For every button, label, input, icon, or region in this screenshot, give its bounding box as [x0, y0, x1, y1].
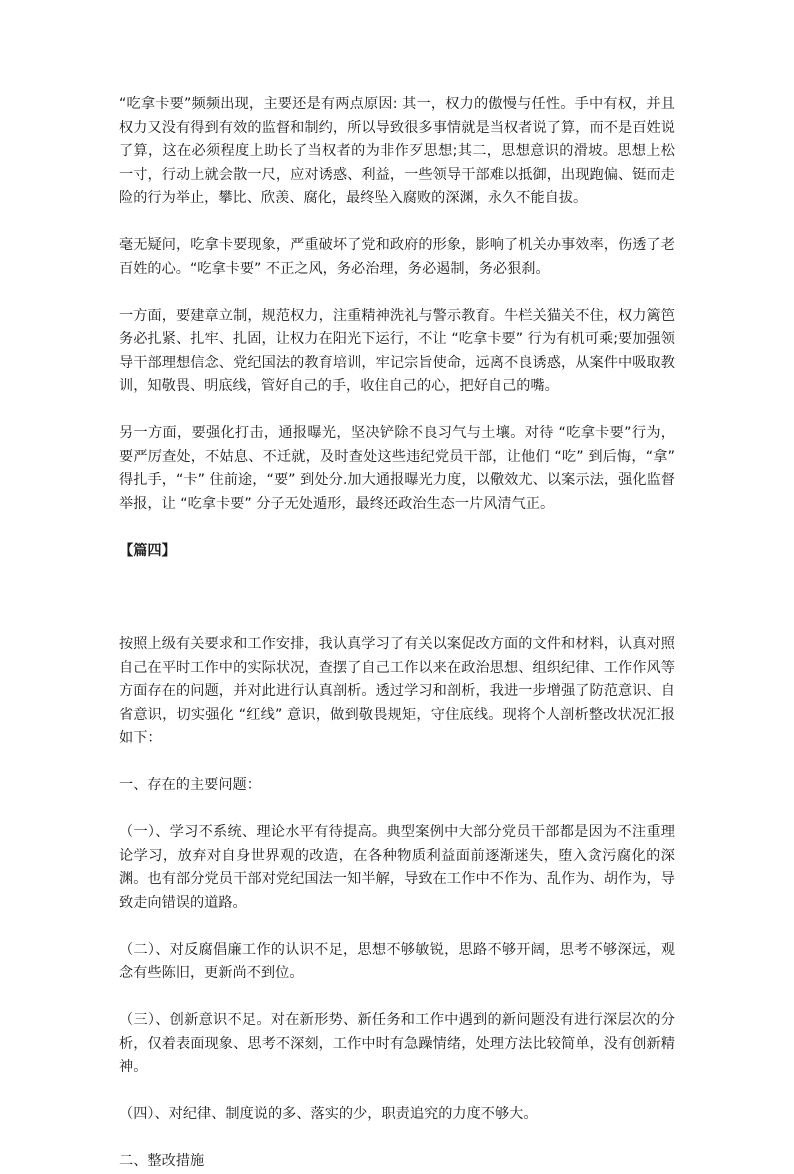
paragraph-reasons: “吃拿卡要”频频出现，主要还是有两点原因: 其一，权力的傲慢与任性。手中有权，并且权力又没有得到有效的监督和制约，所以导致很多事情就是当权者说了算，而不是百姓说了算，这在必须程度上助长了当权者的为非作歹思想;其二，思想意识的滑坡。思想上松一寸，行动上就会散一尺，应对诱惑、利益，一些领导干部难以抵御，出现跑偏、铤而走险的行为举止，攀比、欣羡、腐化，最终坠入腐败的深渊，永久不能自拔。	[119, 96, 675, 206]
paragraph-problem-4: （四）、对纪律、制度说的多、落实的少，职责追究的力度不够大。	[119, 1106, 538, 1122]
paragraph-other-hand: 另一方面，要强化打击，通报曝光，坚决铲除不良习气与土壤。对待 “吃拿卡要”行为，要严厉查处，不姑息、不迁就，及时查处这些违纪党员干部，让他们 “吃” 到后悔，“拿” 得扎手，“卡” 住前途，“要” 到处分.加大通报曝光力度，以儆效尤、以案示法，强化监督举报，让 “吃拿卡要” 分子无处遁形，最终还政治生态一片风清气正。	[119, 425, 675, 512]
document-body	[119, 93, 675, 1174]
paragraph-problem-2: （二）、对反腐倡廉工作的认识不足，思想不够敏锐，思路不够开阔，思考不够深远，观念有些陈旧，更新尚不到位。	[119, 941, 675, 981]
heading-main-problems: 一、存在的主要问题：	[119, 777, 261, 793]
paragraph-problem-1: （一）、学习不系统、理论水平有待提高。典型案例中大部分党员干部都是因为不注重理论学习，放弃对自身世界观的改造，在各种物质利益面前逐渐迷失，堕入贪污腐化的深渊。也有部分党员干部对党纪国法一知半解，导致在工作中不作为、乱作为、胡作为，导致走向错误的道路。	[119, 824, 675, 911]
paragraph-undoubtedly: 毫无疑问，吃拿卡要现象，严重破坏了党和政府的形象，影响了机关办事效率，伤透了老百姓的心。“吃拿卡要” 不正之风，务必治理，务必遏制，务必狠刹。	[119, 237, 675, 277]
section-heading: 【篇四】	[119, 542, 176, 559]
paragraph-problem-3: （三）、创新意识不足。对在新形势、新任务和工作中遇到的新问题没有进行深层次的分析，仅着表面现象、思考不深刻，工作中时有急躁情绪，处理方法比较简单，没有创新精神。	[119, 1012, 675, 1075]
paragraph-one-hand: 一方面，要建章立制，规范权力，注重精神洗礼与警示教育。牛栏关猫关不住，权力篱笆务必扎紧、扎牢、扎固，让权力在阳光下运行，不让 “吃拿卡要” 行为有机可乘;要加强领导干部理想信念、党纪国法的教育培训，牢记宗旨使命，远离不良诱惑，从案件中吸取教训，知敬畏、明底线，管好自己的手，收住自己的心，把好自己的嘴。	[119, 307, 675, 394]
paragraph-intro: 按照上级有关要求和工作安排，我认真学习了有关以案促改方面的文件和材料，认真对照自己在平时工作中的实际状况，查摆了自己工作以来在政治思想、组织纪律、工作作风等方面存在的问题，并对此进行认真剖析。透过学习和剖析，我进一步增强了防范意识、自省意识，切实强化 “红线” 意识，做到敬畏规矩，守住底线。现将个人剖析整改状况汇报如下：	[119, 636, 675, 746]
heading-rectification: 二、整改措施	[119, 1153, 205, 1169]
